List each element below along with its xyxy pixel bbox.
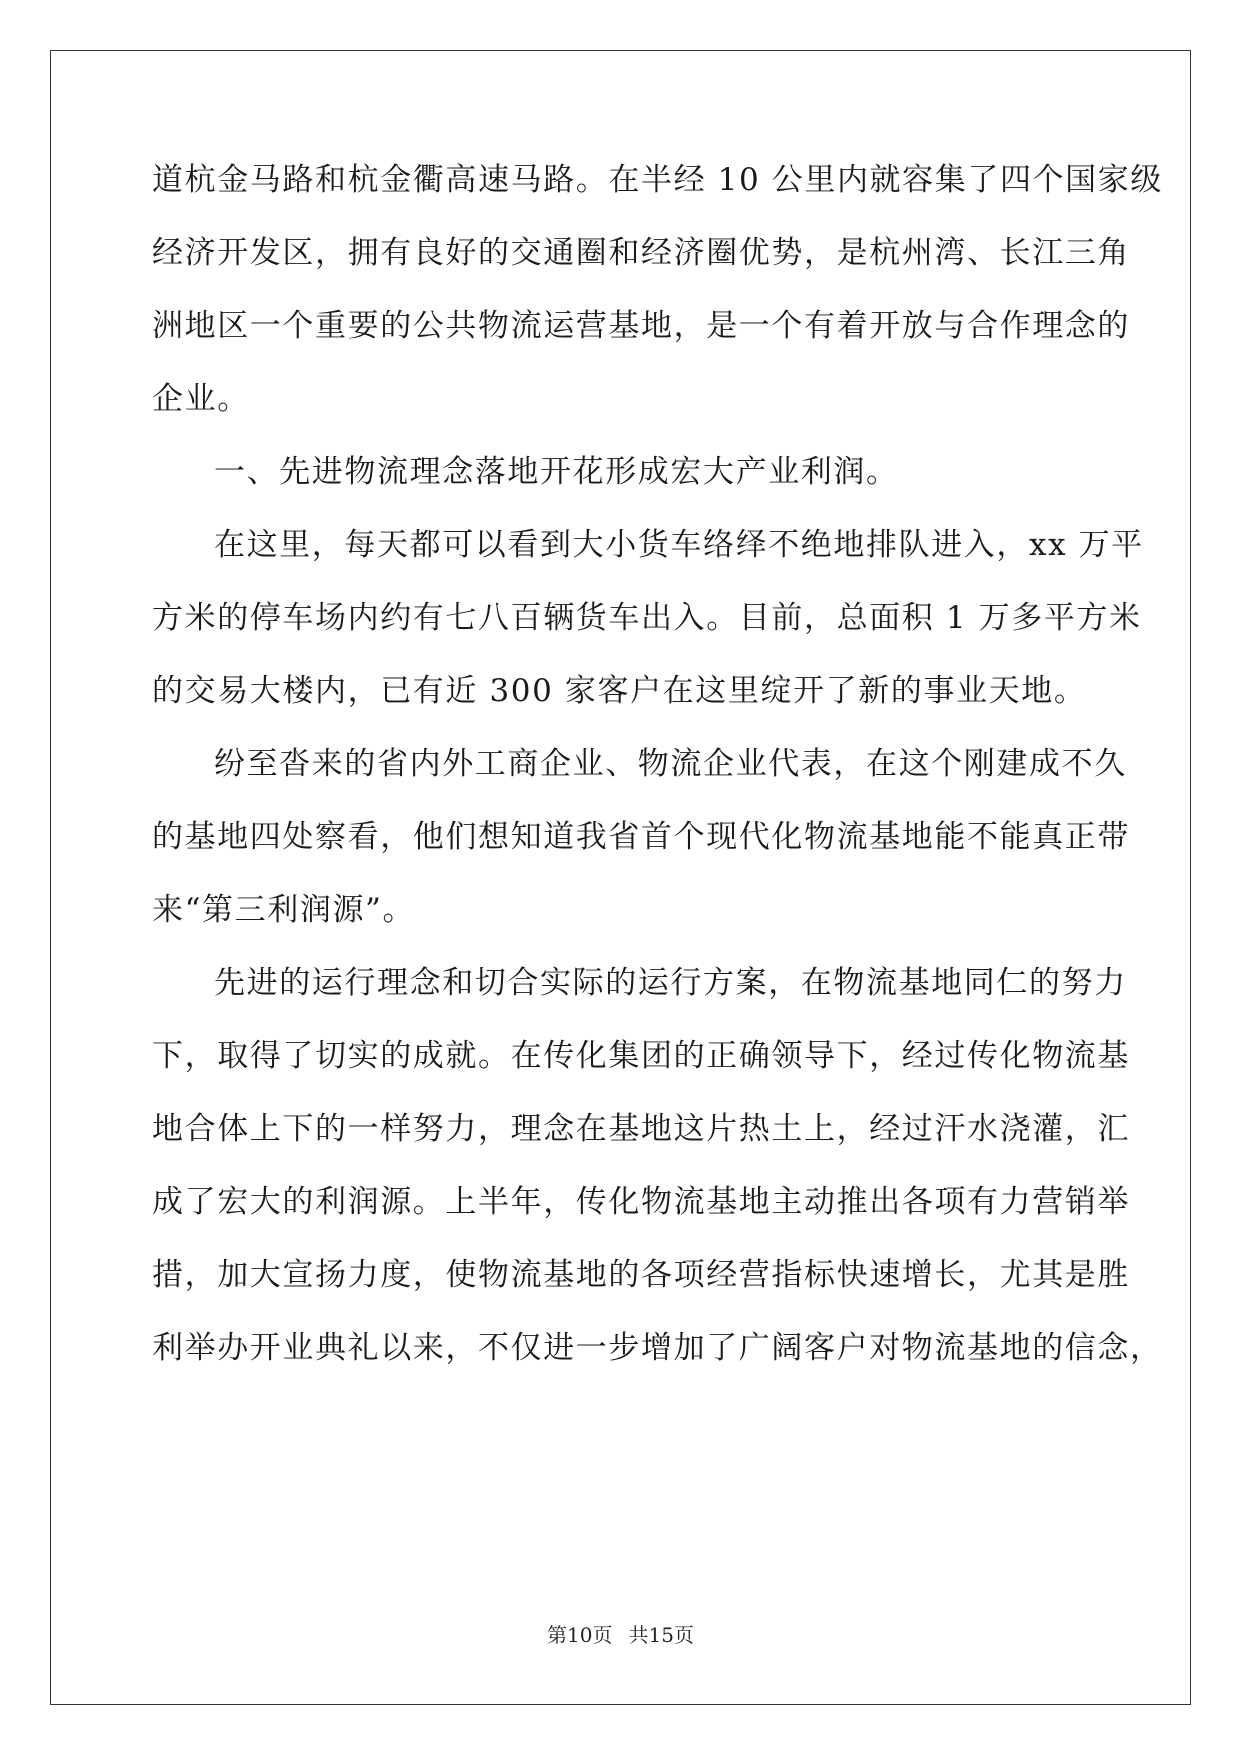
text-line: 纷至沓来的省内外工商企业、物流企业代表，在这个刚建成不久 [214,746,1127,782]
text-line: 措，加大宣扬力度，使物流基地的各项经营指标快速增长，尤其是胜 [152,1257,1130,1293]
page-number: 第10页 [547,1623,613,1647]
page-footer [0,1622,1241,1648]
text-line: 在这里，每天都可以看到大小货车络绎不绝地排队进入，xx 万平 [214,527,1144,563]
text-line: 来“第三利润源”。 [152,892,416,928]
text-line: 洲地区一个重要的公共物流运营基地，是一个有着开放与合作理念的 [152,308,1130,344]
text-line: 的基地四处察看，他们想知道我省首个现代化物流基地能不能真正带 [152,819,1130,855]
text-line: 的交易大楼内，已有近 300 家客户在这里绽开了新的事业天地。 [152,673,1087,709]
text-line: 企业。 [152,381,250,417]
text-line: 地合体上下的一样努力，理念在基地这片热土上，经过汗水浇灌，汇 [152,1111,1130,1147]
text-line: 先进的运行理念和切合实际的运行方案，在物流基地同仁的努力 [214,965,1127,1001]
text-line: 经济开发区，拥有良好的交通圈和经济圈优势，是杭州湾、长江三角 [152,235,1130,271]
text-line: 利举办开业典礼以来，不仅进一步增加了广阔客户对物流基地的信念， [152,1330,1163,1366]
section-heading: 一、先进物流理念落地开花形成宏大产业利润。 [214,454,899,490]
text-line: 下，取得了切实的成就。在传化集团的正确领导下，经过传化物流基 [152,1038,1130,1074]
text-line: 道杭金马路和杭金衢高速马路。在半经 10 公里内就容集了四个国家级 [152,162,1163,198]
page-total: 共15页 [628,1623,694,1647]
page-border [50,50,1191,1705]
text-line: 方米的停车场内约有七八百辆货车出入。目前，总面积 1 万多平方米 [152,600,1142,636]
text-line: 成了宏大的利润源。上半年，传化物流基地主动推出各项有力营销举 [152,1184,1130,1220]
